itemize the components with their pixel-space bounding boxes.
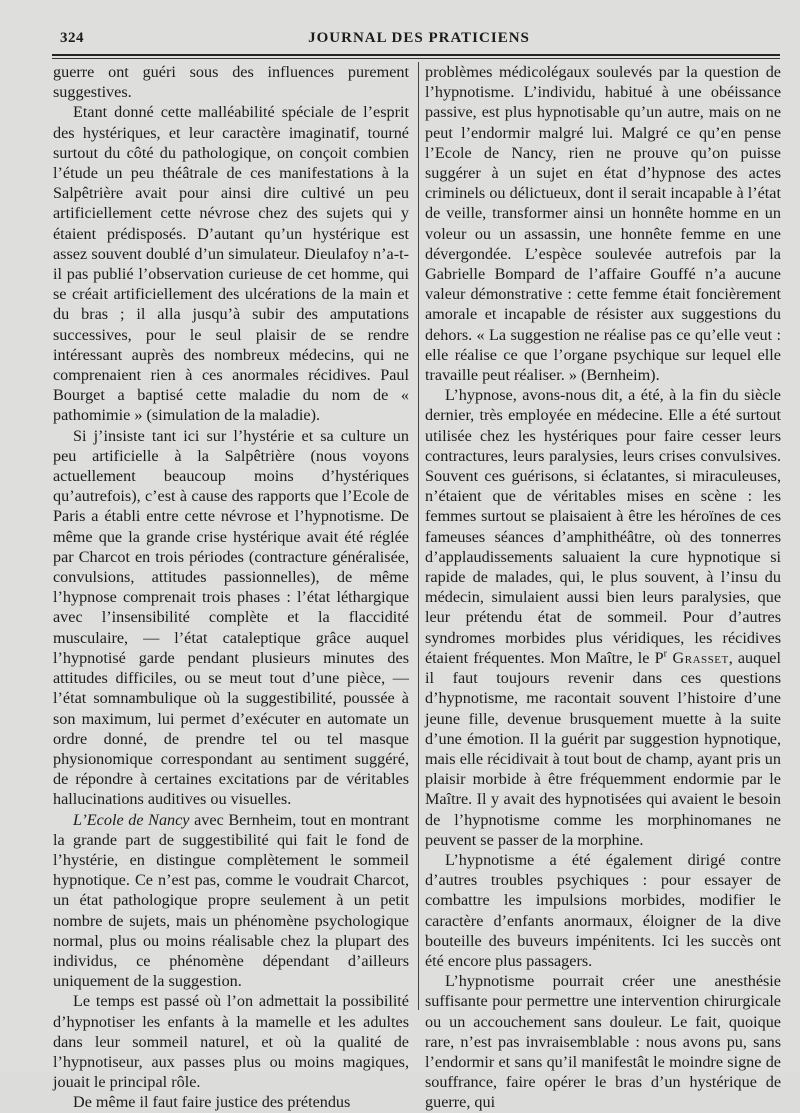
superscript: r: [663, 648, 667, 660]
page-header: [60, 30, 778, 52]
paragraph: L’hypnotisme pourrait créer une anesthésie suffisante pour permettre une intervention chirurgicale ou un accouchement sans douleur. Le fait, quoique rare, n’est pas invraisemblable : nous avons pu, sans l’endormir et sans qu’il manifestât le moindre signe de souffrance, faire opérer le bras d’un hystérique de guerre, qui: [425, 972, 781, 1112]
journal-title: JOURNAL DES PRATICIENS: [308, 30, 530, 46]
paragraph: Etant donné cette malléabilité spéciale de l’esprit des hystériques, et leur caractère imaginatif, tourné surtout du côté du pathologique, on conçoit combien l’étude un peu théâtrale de ces manifestations à la Salpêtrière avait pour ainsi dire cultivé un peu artificiellement cette névrose chez des sujets qui y étaient prédisposés. D’autant qu’un hystérique est assez souvent doublé d’un simulateur. Dieulafoy n’a-t-il pas publié l’observation curieuse de cet homme, qui se créait artificiellement des ulcérations de la main et du bras ; il alla jusqu’à subir des amputations successives, pour le seul plaisir de se rendre intéressant auprès des nombreux médecins, qui ne comprenaient rien à ces anormales récidives. Paul Bourget a baptisé cette maladie du nom de « pathomimie » (simulation de la maladie).: [53, 103, 409, 425]
paragraph: L’hypnotisme a été également dirigé contre d’autres troubles psychiques : pour essayer de combattre les impulsions morbides, modifier le caractère d’enfants anormaux, éloigner de la dive bouteille des buveurs impénitents. Ici les succès ont été encore plus passagers.: [425, 850, 781, 970]
header-rule-thin: [52, 58, 780, 59]
right-column: [425, 62, 781, 1112]
column-divider: [418, 62, 419, 1010]
paragraph-text: avec Bernheim, tout en montrant la grande part de suggestibilité qui fait le fond de l’hystérie, en distingue complètement le sommeil hypnotique. Ce n’est pas, comme le voudrait Charcot, un état pathologique propre seulement à un petit nombre de sujets, mais un phénomène psychologique normal, plus ou moins réalisable chez la plupart des individus, ce phénomène dépendant d’ailleurs uniquement de la suggestion.: [53, 810, 409, 991]
paragraph: Le temps est passé où l’on admettait la possibilité d’hypnotiser les enfants à la mamelle et les adultes dans leur sommeil naturel, et où la qualité de l’hypnotiseur, aux passes plus ou moins magiques, jouait le principal rôle.: [53, 992, 409, 1092]
paragraph-text: L’hypnose, avons-nous dit, a été, à la fin du siècle dernier, très employée en médecine. Elle a été surtout utilisée chez les hystériques pour faire cesser leurs contractures, leurs paralysies, leurs crises convulsives. Souvent ces guérisons, si éclatantes, si miraculeuses, n’étaient que de véritables mises en scène : les femmes surtout se plaisaient à être les héroïnes de ces fameuses séances d’amphithéâtre, où des tonnerres d’applaudissements saluaient la cure hypnotique si rapide de malades, qui, le plus souvent, à l’insu du médecin, simulaient aussi bien leurs paralysies, que leur prétendu état de sommeil. Pour d’autres syndromes morbides plus véridiques, les récidives étaient fréquentes. Mon Maître, le P: [425, 386, 781, 667]
person-name: Grasset: [666, 648, 729, 667]
left-column: [53, 62, 409, 1112]
paragraph-text: , auquel il faut toujours revenir dans ces questions d’hypnotisme, me racontait souvent l’histoire d’une jeune fille, devenue brusquement muette à la suite d’une émotion. Il la guérit par suggestion hypnotique, mais elle récidivait à tout bout de champ, ayant pris un plaisir morbide à être fréquemment endormie par le Maître. Il y avait des hypnotisées qui avaient le besoin de l’hypnotisme comme les morphinomanes ne peuvent se passer de la morphine.: [425, 648, 781, 849]
paragraph: guerre ont guéri sous des influences purement suggestives.: [53, 63, 409, 102]
paragraph: Si j’insiste tant ici sur l’hystérie et sa culture un peu artificielle à la Salpêtrière (nous voyons actuellement beaucoup moins d’hystériques qu’autrefois), c’est à cause des rapports que l’Ecole de Paris a établi entre cette névrose et l’hypnotisme. De même que la grande crise hystérique avait été réglée par Charcot en trois périodes (contracture généralisée, convulsions, attitudes passionnelles), de même l’hypnose comprenait trois phases : l’état léthargique avec l’insensibilité complète et la flaccidité musculaire, — l’état cataleptique grâce auquel l’hypnotisé garde pendant plusieurs minutes des attitudes difficiles, ou se meut tout d’une pièce, — l’état somnambulique où la suggestibilité, poussée à son maximum, lui permet d’exécuter en automate un ordre donné, de prendre tel ou tel masque physionomique correspondant au sentiment suggéré, de répondre à certaines excitations par de véritables hallucinations auditives ou visuelles.: [53, 426, 409, 809]
paragraph: [53, 810, 409, 992]
header-rule: [52, 54, 780, 56]
paragraph: [425, 385, 781, 850]
page-number: 324: [60, 30, 84, 46]
paragraph: problèmes médicolégaux soulevés par la question de l’hypnotisme. L’individu, habitué à une obéissance passive, est plus hypnotisable qu’un autre, mais on ne peut l’endormir malgré lui. Malgré ce qu’en pense l’Ecole de Nancy, rien ne prouve qu’on puisse suggérer à un sujet en état d’hypnose des actes criminels ou délictueux, dont il serait incapable à l’état de veille, transformer ainsi un honnête homme en un voleur ou un assassin, une honnête femme en une dévergondée. L’espèce soulevée autrefois par la Gabrielle Bompard de l’affaire Gouffé n’a aucune valeur démonstrative : cette femme était foncièrement amorale et incapable de résister aux suggestions du dehors. « La suggestion ne réalise pas ce qu’elle veut : elle réalise ce que l’organe psychique sur lequel elle travaille peut réaliser. » (Bernheim).: [425, 63, 781, 385]
section-lead: L’Ecole de Nancy: [73, 810, 190, 829]
paragraph: De même il faut faire justice des prétendus: [73, 1093, 351, 1112]
